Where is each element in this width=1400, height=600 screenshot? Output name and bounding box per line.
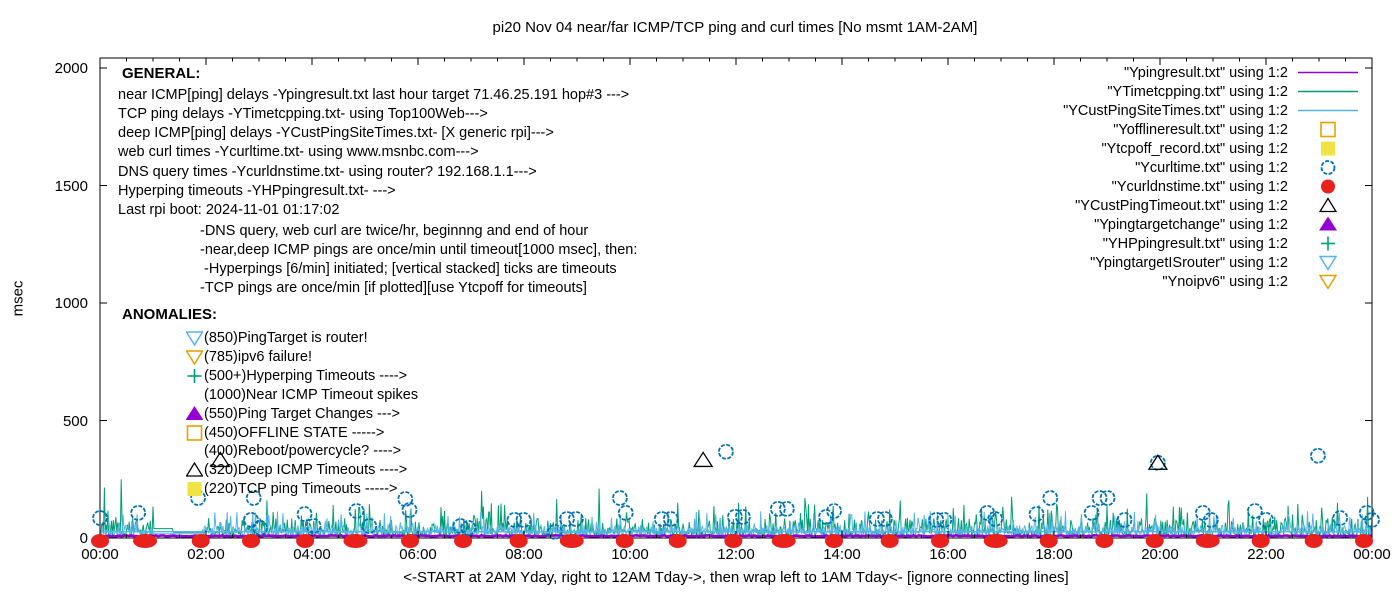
plus-marker-icon <box>186 368 203 384</box>
legend-circle-filled-sample-icon <box>1296 178 1360 195</box>
legend-square-open-sample-icon <box>1296 121 1360 138</box>
anomalies-heading: ANOMALIES: <box>122 306 217 323</box>
x-tick-label: 04:00 <box>293 546 331 563</box>
legend-label: "YCustPingSiteTimes.txt" using 1:2 <box>1063 102 1288 119</box>
x-tick-label: 18:00 <box>1035 546 1073 563</box>
legend-circle-open-sample-icon <box>1296 159 1360 176</box>
legend-plus-sample-icon <box>1296 235 1360 252</box>
legend-label: "Yofflineresult.txt" using 1:2 <box>1113 121 1288 138</box>
y-tick-label: 500 <box>62 412 88 430</box>
curl-time-point <box>1030 507 1044 521</box>
general-heading: GENERAL: <box>122 65 201 82</box>
dns-time-point <box>772 534 796 548</box>
tridown-open-marker-icon <box>1296 254 1360 271</box>
legend-triangle-open-sample-icon <box>1296 197 1360 214</box>
anomaly-item <box>186 442 401 461</box>
tridown-open-marker-icon <box>186 349 203 365</box>
legend-label: "YHPpingresult.txt" using 1:2 <box>1102 235 1288 252</box>
square-open-marker-icon <box>1296 121 1360 138</box>
legend-item <box>980 196 1360 215</box>
anomaly-text: (400)Reboot/powercycle? ----> <box>204 443 402 460</box>
legend-item <box>980 158 1360 177</box>
legend-label: "Ycurldnstime.txt" using 1:2 <box>1111 178 1288 195</box>
general-line: Last rpi boot: 2024-11-01 01:17:02 <box>118 202 340 219</box>
legend-item <box>980 272 1360 291</box>
general-indented-line: -Hyperpings [6/min] initiated; [vertical stacked] ticks are timeouts <box>200 261 617 278</box>
square-open-marker-icon <box>186 425 203 441</box>
dns-time-point <box>881 534 899 548</box>
curl-time-point <box>1311 449 1325 463</box>
anomaly-item <box>186 385 418 404</box>
y-tick-label: 1000 <box>54 295 88 312</box>
anomaly-text: (500+)Hyperping Timeouts ----> <box>204 367 408 384</box>
x-axis-label: <-START at 2AM Yday, right to 12AM Tday->, then wrap left to 1AM Tday<- [ignore connecting lines] <box>403 569 1069 586</box>
x-tick-label: 16:00 <box>929 546 967 563</box>
deep-icmp-timeout-point <box>694 452 712 466</box>
legend-item <box>980 234 1360 253</box>
square-filled-marker-icon <box>186 481 203 497</box>
legend-triangle-filled-sample-icon <box>1296 216 1360 233</box>
dns-time-point <box>242 534 260 548</box>
no-marker <box>186 387 203 403</box>
curl-time-point <box>298 507 312 521</box>
legend-label: "YTimetcpping.txt" using 1:2 <box>1107 83 1288 100</box>
y-axis-label: msec <box>9 280 27 317</box>
chart-title: pi20 Nov 04 near/far ICMP/TCP ping and curl times [No msmt 1AM-2AM] <box>492 19 978 36</box>
square-open-icon <box>186 425 203 441</box>
legend-item <box>980 120 1360 139</box>
curl-time-point <box>719 445 733 459</box>
anomaly-item <box>186 480 398 499</box>
anomaly-item <box>186 423 384 442</box>
dns-time-point <box>133 534 157 548</box>
legend-line-sample-icon <box>1296 83 1360 100</box>
legend-item <box>980 253 1360 272</box>
y-tick-label: 2000 <box>54 60 88 77</box>
x-tick-label: 06:00 <box>399 546 437 563</box>
legend-item <box>980 63 1360 82</box>
triangle-open-icon <box>186 462 203 478</box>
curl-time-point <box>350 504 364 518</box>
x-tick-label: 02:00 <box>187 546 225 563</box>
tridown-open-marker-icon <box>1296 273 1360 290</box>
tridown-open-icon <box>186 349 203 365</box>
general-line: deep ICMP[ping] delays -YCustPingSiteTimes.txt- [X generic rpi]---> <box>118 125 554 142</box>
dns-time-point <box>669 534 687 548</box>
x-tick-label: 08:00 <box>505 546 543 563</box>
legend-item <box>980 139 1360 158</box>
line-marker-icon <box>1296 64 1360 81</box>
dns-time-point <box>454 534 472 548</box>
y-tick-label: 0 <box>79 530 88 547</box>
anomaly-item <box>186 404 400 423</box>
general-indented-line: -DNS query, web curl are twice/hr, beginnng and end of hour <box>200 222 589 239</box>
legend-label: "YpingtargetISrouter" using 1:2 <box>1090 254 1288 271</box>
square-filled-icon <box>186 481 203 497</box>
legend-tridown-open-sample-icon <box>1296 254 1360 271</box>
curl-time-point <box>937 513 951 527</box>
dns-time-point <box>984 534 1008 548</box>
anomaly-text: (450)OFFLINE STATE -----> <box>204 424 385 441</box>
legend-label: "Ypingresult.txt" using 1:2 <box>1124 64 1288 81</box>
general-line: Hyperping timeouts -YHPpingresult.txt- ---> <box>118 183 396 199</box>
tridown-open-icon <box>186 330 203 346</box>
curl-time-point <box>1043 491 1057 505</box>
dns-time-point <box>343 534 367 548</box>
legend-label: "YCustPingTimeout.txt" using 1:2 <box>1075 197 1288 214</box>
legend-label: "Ytcpoff_record.txt" using 1:2 <box>1101 140 1288 157</box>
tridown-open-marker-icon <box>186 330 203 346</box>
anomaly-text: (850)PingTarget is router! <box>204 330 368 346</box>
anomaly-item <box>186 329 368 348</box>
line-marker-icon <box>1296 83 1360 100</box>
anomaly-text: (220)TCP ping Timeouts -----> <box>204 481 398 498</box>
plot-legend <box>980 63 1360 291</box>
dns-time-point <box>1196 534 1220 548</box>
circle-filled-marker-icon <box>1296 178 1360 195</box>
dns-time-point <box>560 534 584 548</box>
anomaly-item <box>186 461 407 480</box>
legend-label: "Ycurltime.txt" using 1:2 <box>1135 159 1288 176</box>
plus-icon <box>186 368 203 384</box>
legend-square-filled-sample-icon <box>1296 140 1360 157</box>
legend-item <box>980 101 1360 120</box>
anomaly-text: (320)Deep ICMP Timeouts ----> <box>204 462 408 479</box>
x-tick-label: 22:00 <box>1247 546 1285 563</box>
curl-time-point <box>728 510 742 524</box>
anomaly-item <box>186 366 407 385</box>
anomaly-text: (550)Ping Target Changes ---> <box>204 405 400 422</box>
x-tick-label: 20:00 <box>1141 546 1179 563</box>
general-line: web curl times -Ycurltime.txt- using www.msnbc.com---> <box>118 144 479 161</box>
square-filled-marker-icon <box>1296 140 1360 157</box>
x-tick-label: 00:00 <box>81 546 119 563</box>
x-tick-label: 00:00 <box>1353 546 1391 563</box>
legend-item <box>980 82 1360 101</box>
dns-time-point <box>1095 534 1113 548</box>
triangle-filled-icon <box>186 406 203 422</box>
triangle-filled-marker-icon <box>1296 216 1360 233</box>
line-marker-icon <box>1296 102 1360 119</box>
triangle-open-marker-icon <box>1296 197 1360 214</box>
legend-label: "Ynoipv6" using 1:2 <box>1162 273 1288 290</box>
x-tick-label: 10:00 <box>611 546 649 563</box>
triangle-open-marker-icon <box>186 462 203 478</box>
legend-label: "Ypingtargetchange" using 1:2 <box>1094 216 1288 233</box>
circle-open-marker-icon <box>1296 159 1360 176</box>
legend-item <box>980 215 1360 234</box>
y-tick-label: 1500 <box>54 177 88 195</box>
general-line: near ICMP[ping] delays -Ypingresult.txt last hour target 71.46.25.191 hop#3 ---> <box>118 86 630 103</box>
curl-time-point <box>1101 491 1115 505</box>
general-line: DNS query times -Ycurldnstime.txt- using router? 192.168.1.1---> <box>118 163 537 180</box>
x-tick-label: 12:00 <box>717 546 755 563</box>
general-indented-line: -TCP pings are once/min [if plotted][use Ytcpoff for timeouts] <box>200 280 587 297</box>
x-tick-label: 14:00 <box>823 546 861 563</box>
curl-time-point <box>1093 491 1107 505</box>
general-indented-line: -near,deep ICMP pings are once/min until timeout[1000 msec], then: <box>200 241 638 258</box>
legend-line-sample-icon <box>1296 64 1360 81</box>
plus-marker-icon <box>1296 235 1360 252</box>
anomaly-text: (785)ipv6 failure! <box>204 348 312 365</box>
triangle-filled-marker-icon <box>186 406 203 422</box>
curl-time-point <box>131 506 145 520</box>
dns-time-point <box>1305 534 1323 548</box>
legend-tridown-open-sample-icon <box>1296 273 1360 290</box>
legend-item <box>980 177 1360 196</box>
legend-line-sample-icon <box>1296 102 1360 119</box>
general-line: TCP ping delays -YTimetcpping.txt- using Top100Web---> <box>118 105 488 122</box>
no-marker <box>186 443 203 459</box>
anomaly-text: (1000)Near ICMP Timeout spikes <box>204 386 419 403</box>
anomaly-item <box>186 347 312 366</box>
curl-time-point <box>613 491 627 505</box>
